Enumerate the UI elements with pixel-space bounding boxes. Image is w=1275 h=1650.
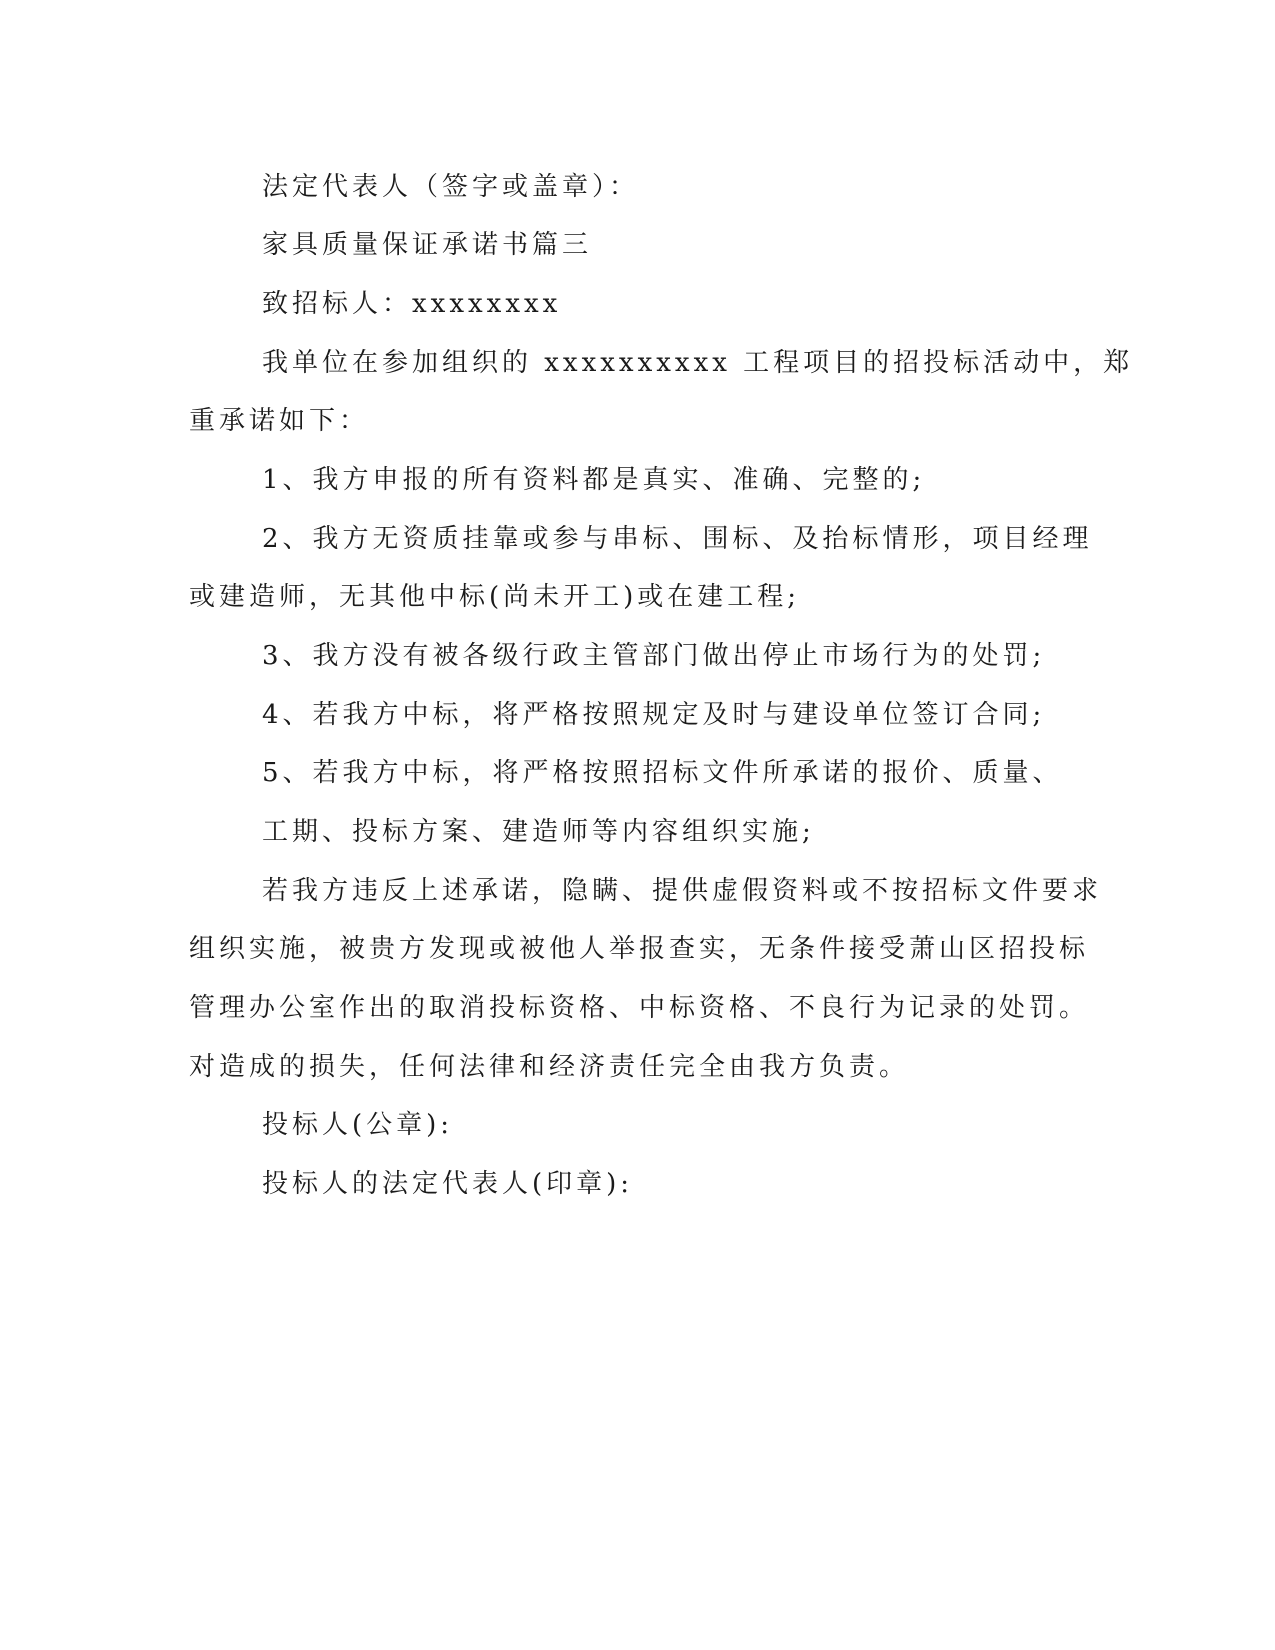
bidder-seal-line: 投标人(公章): bbox=[262, 1110, 454, 1140]
breach-paragraph-line-1: 若我方违反上述承诺，隐瞒、提供虚假资料或不按招标文件要求 bbox=[262, 876, 1103, 906]
commitment-item-3: 3、我方没有被各级行政主管部门做出停止市场行为的处罚; bbox=[262, 641, 1046, 671]
addressee-line: 致招标人：xxxxxxxx bbox=[262, 289, 562, 319]
commitment-item-5-line-2: 工期、投标方案、建造师等内容组织实施; bbox=[262, 817, 815, 847]
commitment-item-2-line-2: 或建造师，无其他中标(尚未开工)或在建工程; bbox=[189, 582, 801, 612]
breach-paragraph-line-4: 对造成的损失，任何法律和经济责任完全由我方负责。 bbox=[189, 1052, 910, 1082]
commitment-item-1: 1、我方申报的所有资料都是真实、准确、完整的; bbox=[262, 465, 926, 495]
breach-paragraph-line-2: 组织实施，被贵方发现或被他人举报查实，无条件接受萧山区招投标 bbox=[189, 934, 1090, 964]
intro-paragraph-line-2: 重承诺如下： bbox=[189, 406, 370, 436]
commitment-item-2-line-1: 2、我方无资质挂靠或参与串标、围标、及抬标情形，项目经理 bbox=[262, 524, 1093, 554]
commitment-item-5-line-1: 5、若我方中标，将严格按照招标文件所承诺的报价、质量、 bbox=[262, 758, 1063, 788]
section-heading: 家具质量保证承诺书篇三 bbox=[262, 230, 593, 260]
breach-paragraph-line-3: 管理办公室作出的取消投标资格、中标资格、不良行为记录的处罚。 bbox=[189, 993, 1090, 1023]
commitment-item-4: 4、若我方中标，将严格按照规定及时与建设单位签订合同; bbox=[262, 700, 1046, 730]
intro-paragraph-line-1: 我单位在参加组织的 xxxxxxxxxx 工程项目的招投标活动中，郑 bbox=[262, 348, 1134, 378]
legal-rep-signature-line: 法定代表人（签字或盖章）： bbox=[262, 172, 640, 202]
bidder-legal-rep-seal-line: 投标人的法定代表人(印章): bbox=[262, 1169, 634, 1199]
